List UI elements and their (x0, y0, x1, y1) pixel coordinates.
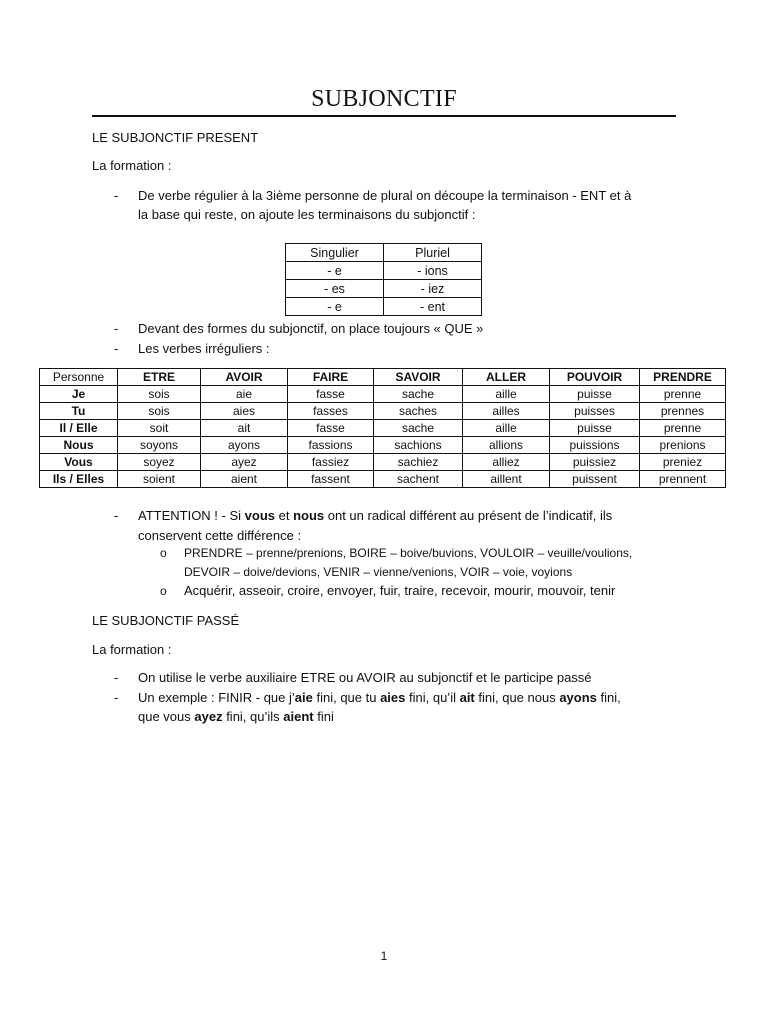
table-cell: puissent (550, 471, 640, 488)
bullet-text: De verbe régulier à la 3ième personne de plural on découpe la terminaison - ENT et à (138, 188, 632, 203)
irregular-verbs-table (39, 368, 726, 488)
table-row (40, 403, 726, 420)
table-row (40, 420, 726, 437)
table-cell: ayez (201, 454, 288, 471)
table-cell: sachiez (374, 454, 463, 471)
bullet-dash: - (114, 321, 119, 336)
example-text: Un exemple : FINIR - que j’aie fini, que tu aies fini, qu’il ait fini, que nous ayons fini, (138, 690, 621, 705)
pronoun-cell: Tu (40, 403, 118, 420)
example-text-continued: que vous ayez fini, qu’ils aient fini (138, 709, 334, 724)
sub-bullet-marker: o (160, 546, 167, 560)
bullet-dash: - (114, 341, 119, 356)
endings-cell: - es (286, 280, 384, 298)
bullet-dash: - (114, 690, 119, 705)
table-cell: aillent (463, 471, 550, 488)
table-cell: fasse (288, 420, 374, 437)
endings-cell: - e (286, 262, 384, 280)
endings-table (285, 243, 482, 316)
table-cell: alliez (463, 454, 550, 471)
table-row (40, 437, 726, 454)
table-header: AVOIR (201, 369, 288, 386)
table-cell: sois (118, 403, 201, 420)
table-cell: prenne (640, 386, 726, 403)
endings-cell: - ent (384, 298, 482, 316)
table-cell: sois (118, 386, 201, 403)
sub-bullet-text: PRENDRE – prenne/prenions, BOIRE – boive/buvions, VOULOIR – veuille/voulions, (184, 546, 633, 560)
table-header: ETRE (118, 369, 201, 386)
table-row (40, 471, 726, 488)
table-cell: prenions (640, 437, 726, 454)
pronoun-cell: Ils / Elles (40, 471, 118, 488)
table-cell: fassions (288, 437, 374, 454)
table-cell: soyez (118, 454, 201, 471)
table-header: Personne (40, 369, 118, 386)
endings-cell: - ions (384, 262, 482, 280)
table-cell: fassent (288, 471, 374, 488)
table-cell: soit (118, 420, 201, 437)
bullet-text-continued: la base qui reste, on ajoute les terminaisons du subjonctif : (138, 207, 476, 222)
sub-bullet-text-continued: DEVOIR – doive/devions, VENIR – vienne/venions, VOIR – voie, voyions (184, 565, 573, 579)
section-heading-passe: LE SUBJONCTIF PASSÉ (92, 613, 240, 628)
table-cell: saches (374, 403, 463, 420)
table-header: SAVOIR (374, 369, 463, 386)
table-cell: puisse (550, 386, 640, 403)
table-cell: puissiez (550, 454, 640, 471)
endings-header: Pluriel (384, 244, 482, 262)
table-cell: aille (463, 420, 550, 437)
table-cell: fassiez (288, 454, 374, 471)
table-cell: aient (201, 471, 288, 488)
formation-label-passe: La formation : (92, 642, 172, 657)
table-cell: preniez (640, 454, 726, 471)
bullet-dash: - (114, 670, 119, 685)
table-cell: fasse (288, 386, 374, 403)
page-title: SUBJONCTIF (311, 86, 457, 112)
pronoun-cell: Nous (40, 437, 118, 454)
table-cell: ait (201, 420, 288, 437)
section-heading-present: LE SUBJONCTIF PRESENT (92, 130, 259, 145)
bullet-text: On utilise le verbe auxiliaire ETRE ou AVOIR au subjonctif et le participe passé (138, 670, 592, 685)
table-cell: fasses (288, 403, 374, 420)
table-cell: aies (201, 403, 288, 420)
pronoun-cell: Il / Elle (40, 420, 118, 437)
table-cell: puissions (550, 437, 640, 454)
table-cell: sache (374, 420, 463, 437)
title-underline (92, 115, 676, 117)
endings-header: Singulier (286, 244, 384, 262)
table-header: PRENDRE (640, 369, 726, 386)
formation-label-present: La formation : (92, 158, 172, 173)
page-number: 1 (380, 949, 388, 963)
table-cell: soient (118, 471, 201, 488)
endings-cell: - iez (384, 280, 482, 298)
attention-text-continued: conservent cette différence : (138, 528, 302, 543)
table-cell: ayons (201, 437, 288, 454)
table-header: POUVOIR (550, 369, 640, 386)
pronoun-cell: Vous (40, 454, 118, 471)
table-cell: soyons (118, 437, 201, 454)
table-header: FAIRE (288, 369, 374, 386)
table-cell: prennent (640, 471, 726, 488)
table-cell: puisses (550, 403, 640, 420)
table-cell: prenne (640, 420, 726, 437)
sub-bullet-text: Acquérir, asseoir, croire, envoyer, fuir, traire, recevoir, mourir, mouvoir, tenir (184, 583, 616, 598)
table-row (40, 454, 726, 471)
bullet-dash: - (114, 188, 119, 203)
table-cell: sache (374, 386, 463, 403)
sub-bullet-marker: o (160, 584, 167, 598)
table-header: ALLER (463, 369, 550, 386)
bullet-text: Devant des formes du subjonctif, on place toujours « QUE » (138, 321, 484, 336)
table-cell: aie (201, 386, 288, 403)
table-cell: sachent (374, 471, 463, 488)
table-cell: ailles (463, 403, 550, 420)
table-row (40, 386, 726, 403)
table-cell: allions (463, 437, 550, 454)
table-cell: puisse (550, 420, 640, 437)
endings-cell: - e (286, 298, 384, 316)
bullet-text: Les verbes irréguliers : (138, 341, 270, 356)
table-cell: prennes (640, 403, 726, 420)
table-cell: sachions (374, 437, 463, 454)
attention-text: ATTENTION ! - Si vous et nous ont un radical différent au présent de l’indicatif, ils (138, 508, 613, 523)
table-cell: aille (463, 386, 550, 403)
bullet-dash: - (114, 508, 119, 523)
pronoun-cell: Je (40, 386, 118, 403)
